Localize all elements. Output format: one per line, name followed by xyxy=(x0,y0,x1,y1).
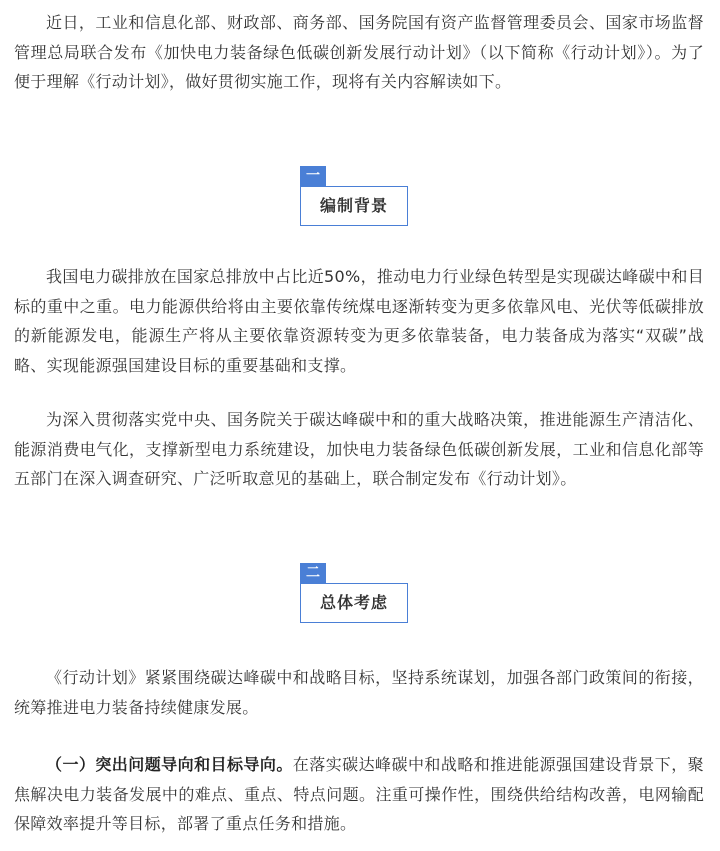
section-number-badge: 二 xyxy=(300,563,326,583)
background-paragraph-2: 为深入贯彻落实党中央、国务院关于碳达峰碳中和的重大战略决策，推进能源生产清洁化、能源消费电气化，支撑新型电力系统建设，加快电力装备绿色低碳创新发展，工业和信息化部等五部门在深入调查研究、广泛听取意见的基础上，联合制定发布《行动计划》。 xyxy=(14,410,704,488)
section-title: 编制背景 xyxy=(300,186,408,226)
section-heading-background xyxy=(300,166,408,226)
background-paragraph-1: 我国电力碳排放在国家总排放中占比近50%，推动电力行业绿色转型是实现碳达峰碳中和目标的重中之重。电力能源供给将由主要依靠传统煤电逐渐转变为更多依靠风电、光伏等低碳排放的新能源发电，能源生产将从主要依靠资源转变为更多依靠装备，电力装备成为落实“双碳”战略、实现能源强国建设目标的重要基础和支撑。 xyxy=(14,267,704,375)
highlight-lead: （一）突出问题导向和目标导向。 xyxy=(46,755,293,774)
intro-paragraph: 近日，工业和信息化部、财政部、商务部、国务院国有资产监督管理委员会、国家市场监督管理总局联合发布《加快电力装备绿色低碳创新发展行动计划》（以下简称《行动计划》）。为了便于理解《行动计划》，做好贯彻实施工作，现将有关内容解读如下。 xyxy=(14,13,704,91)
overall-paragraph-1: 《行动计划》紧紧围绕碳达峰碳中和战略目标，坚持系统谋划，加强各部门政策间的衔接，统筹推进电力装备持续健康发展。 xyxy=(14,668,704,717)
highlight-text: 在落实碳达峰碳中和战略和推进能源强国建设背景下，聚焦解决电力装备发展中的难点、重点、特点问题。注重可操作性，围绕供给结构改善，电网输配保障效率提升等目标，部署了重点任务和措施。 xyxy=(14,755,704,833)
section-title: 总体考虑 xyxy=(300,583,408,623)
section-heading-overall xyxy=(300,563,408,623)
overall-paragraph-2 xyxy=(14,750,704,839)
section-number-badge: 一 xyxy=(300,166,326,186)
